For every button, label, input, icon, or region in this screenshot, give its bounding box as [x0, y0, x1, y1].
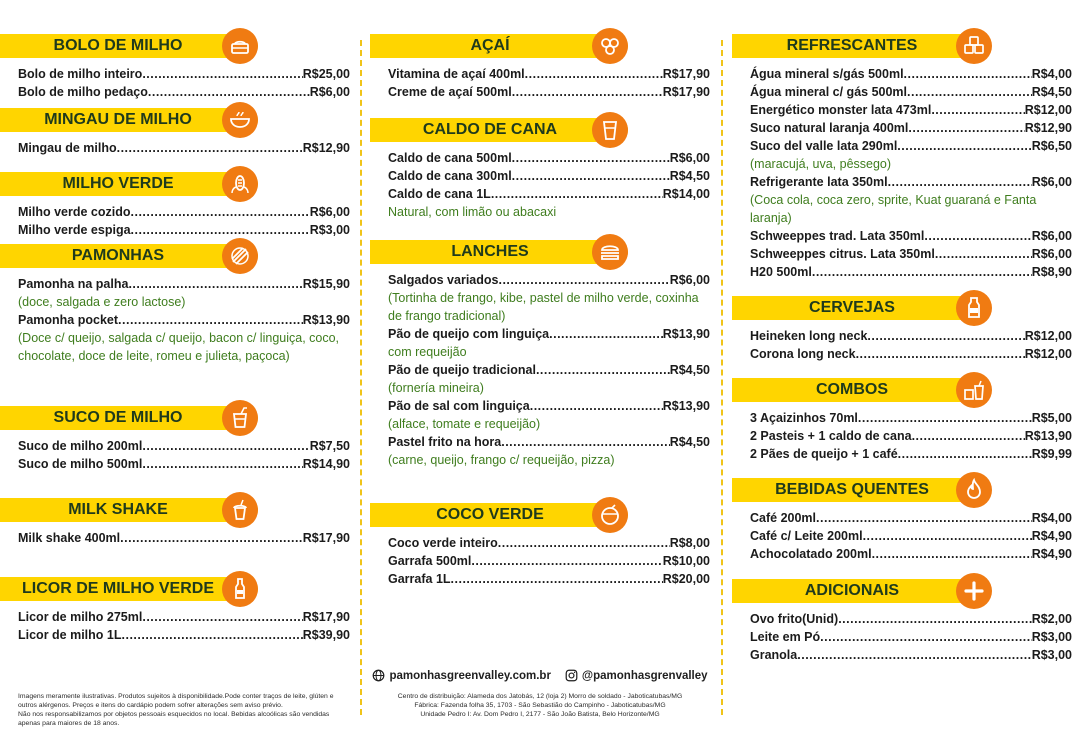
menu-section-combos — [732, 378, 1072, 463]
item-price: R$4,50 — [669, 169, 710, 183]
plus-icon — [956, 573, 992, 609]
menu-section-milk-shake — [0, 498, 350, 547]
item-name: Milho verde espiga — [18, 223, 131, 237]
item-name: Bolo de milho pedaço — [18, 85, 148, 99]
item-name: Granola — [750, 648, 798, 662]
acai-icon — [592, 28, 628, 64]
item-description: (carne, queijo, frango c/ requeijão, pizza) — [388, 453, 615, 467]
menu-item — [18, 626, 350, 644]
item-price: R$20,00 — [662, 572, 710, 586]
dot-leader — [122, 626, 303, 644]
dot-leader — [872, 545, 1032, 563]
dot-leader — [118, 311, 303, 329]
item-price: R$4,00 — [1031, 511, 1072, 525]
dot-leader — [525, 65, 663, 83]
item-name: Pamonha na palha — [18, 277, 129, 291]
item-name: Coco verde inteiro — [388, 536, 498, 550]
address-line: Fábrica: Fazenda folha 35, 1703 - São Sebastião do Campinho - Jaboticatubas/MG — [414, 702, 666, 709]
instagram-icon — [565, 669, 578, 682]
section-items — [0, 65, 350, 101]
menu-section-caldo-de-cana — [370, 118, 710, 221]
dot-leader — [549, 325, 663, 343]
item-name: Água mineral c/ gás 500ml — [750, 85, 908, 99]
item-price: R$4,90 — [1031, 529, 1072, 543]
item-price: R$3,00 — [1031, 648, 1072, 662]
item-price: R$3,00 — [309, 223, 350, 237]
item-price: R$12,90 — [1024, 121, 1072, 135]
section-items — [0, 275, 350, 365]
menu-item — [750, 646, 1072, 664]
website-link[interactable] — [372, 669, 550, 682]
menu-section-lanches — [370, 240, 710, 469]
section-items — [0, 203, 350, 239]
item-description: (maracujá, uva, pêssego) — [750, 157, 892, 171]
item-name: Creme de açaí 500ml — [388, 85, 512, 99]
corn-icon — [222, 166, 258, 202]
item-name: Milho verde cozido — [18, 205, 131, 219]
section-title: PAMONHAS — [71, 247, 165, 264]
item-description: com requeijão — [388, 345, 467, 359]
dot-leader — [142, 455, 302, 473]
dot-leader — [858, 409, 1032, 427]
section-title: AÇAÍ — [470, 37, 510, 54]
item-name: Corona long neck — [750, 347, 856, 361]
item-name: Suco de milho 500ml — [18, 457, 143, 471]
item-price: R$4,90 — [1031, 547, 1072, 561]
section-banner — [370, 503, 628, 527]
dot-leader — [142, 608, 302, 626]
menu-item — [388, 185, 710, 203]
item-name: Bolo de milho inteiro — [18, 67, 143, 81]
dot-leader — [904, 65, 1032, 83]
menu-section-bebidas-quentes — [732, 478, 1072, 563]
section-banner — [0, 34, 258, 58]
menu-item — [18, 437, 350, 455]
item-description: (doce, salgada e zero lactose) — [18, 295, 186, 309]
section-title: BOLO DE MILHO — [53, 37, 183, 54]
item-name: 2 Pães de queijo + 1 café — [750, 447, 898, 461]
dot-leader — [530, 397, 663, 415]
item-name: Mingau de milho — [18, 141, 117, 155]
item-name: Pão de queijo com linguiça — [388, 327, 550, 341]
dot-leader — [142, 437, 309, 455]
item-name: Milk shake 400ml — [18, 531, 121, 545]
item-price: R$6,00 — [1031, 247, 1072, 261]
milkshake-icon — [222, 492, 258, 528]
section-items — [0, 529, 350, 547]
cup-straw-icon — [222, 400, 258, 436]
item-name: Pastel frito na hora — [388, 435, 502, 449]
dot-leader — [498, 271, 669, 289]
item-price: R$12,00 — [1024, 329, 1072, 343]
menu-section-milho-verde — [0, 172, 350, 239]
dot-leader — [820, 628, 1032, 646]
burger-icon — [592, 234, 628, 270]
item-name: Caldo de cana 500ml — [388, 151, 512, 165]
item-name: Caldo de cana 1L — [388, 187, 491, 201]
item-price: R$4,00 — [1031, 67, 1072, 81]
dot-leader — [912, 427, 1025, 445]
menu-item — [388, 83, 710, 101]
menu-item — [750, 628, 1072, 646]
item-price: R$4,50 — [1031, 85, 1072, 99]
section-title: MINGAU DE MILHO — [44, 111, 192, 128]
social-links — [370, 669, 710, 682]
menu-item — [388, 534, 710, 552]
cake-icon — [222, 28, 258, 64]
dot-leader — [924, 227, 1031, 245]
item-price: R$13,90 — [302, 313, 350, 327]
menu-item — [388, 271, 710, 289]
dot-leader — [816, 509, 1032, 527]
section-banner — [732, 378, 990, 402]
section-items — [732, 65, 1072, 281]
section-banner — [370, 34, 628, 58]
item-price: R$17,90 — [302, 531, 350, 545]
menu-item — [750, 509, 1072, 527]
menu-item — [18, 311, 350, 329]
item-name: Achocolatado 200ml — [750, 547, 872, 561]
section-title: CALDO DE CANA — [422, 121, 558, 138]
dot-leader — [131, 203, 310, 221]
instagram-text: @pamonhasgrenvalley — [581, 669, 708, 682]
menu-item — [388, 361, 710, 379]
section-banner — [0, 577, 258, 601]
item-price: R$7,50 — [309, 439, 350, 453]
menu-item — [750, 119, 1072, 137]
menu-item — [750, 83, 1072, 101]
dot-leader — [128, 275, 302, 293]
menu-item — [750, 173, 1072, 191]
menu-item — [388, 433, 710, 451]
combo-icon — [956, 372, 992, 408]
section-title: SUCO DE MILHO — [53, 409, 183, 426]
section-banner — [0, 244, 258, 268]
item-name: Refrigerante lata 350ml — [750, 175, 888, 189]
bottle-icon — [222, 571, 258, 607]
ice-cubes-icon — [956, 28, 992, 64]
dot-leader — [838, 610, 1032, 628]
item-name: Suco natural laranja 400ml — [750, 121, 909, 135]
item-price: R$13,90 — [662, 399, 710, 413]
item-price: R$5,00 — [1031, 411, 1072, 425]
item-name: Ovo frito(Unid) — [750, 612, 839, 626]
item-price: R$17,90 — [302, 610, 350, 624]
item-price: R$39,90 — [302, 628, 350, 642]
item-price: R$6,00 — [669, 273, 710, 287]
dot-leader — [451, 570, 663, 588]
addresses — [370, 692, 710, 719]
disclaimer — [18, 692, 348, 728]
menu-section-suco-de-milho — [0, 406, 350, 473]
section-items — [0, 437, 350, 473]
dot-leader — [512, 167, 670, 185]
menu-section-pamonhas — [0, 244, 350, 365]
item-name: Suco de milho 200ml — [18, 439, 143, 453]
item-name: Caldo de cana 300ml — [388, 169, 512, 183]
website-text: pamonhasgreenvalley.com.br — [389, 669, 551, 682]
dot-leader — [908, 119, 1024, 137]
disclaimer-text: Imagens meramente ilustrativas. Produtos sujeitos à disponibilidade.Pode conter traços de leite, glúten e outros alérgenos. Preços e itens do cardápio podem sofrer alterações sem aviso prévio. — [18, 693, 334, 709]
dot-leader — [812, 263, 1032, 281]
menu-item — [750, 345, 1072, 363]
menu-item — [388, 325, 710, 343]
item-name: Água mineral s/gás 500ml — [750, 67, 904, 81]
dot-leader — [512, 149, 670, 167]
item-name: Licor de milho 1L — [18, 628, 122, 642]
dot-leader — [471, 552, 662, 570]
address-line: Unidade Pedro I: Av. Dom Pedro I, 2177 - São João Batista, Belo Horizonte/MG — [420, 711, 660, 718]
section-items — [370, 271, 710, 469]
item-price: R$17,90 — [662, 85, 710, 99]
dot-leader — [888, 173, 1032, 191]
section-items — [370, 534, 710, 588]
item-price: R$14,00 — [662, 187, 710, 201]
menu-item — [18, 221, 350, 239]
bowl-icon — [222, 102, 258, 138]
section-banner — [732, 478, 990, 502]
item-price: R$6,00 — [1031, 175, 1072, 189]
item-price: R$15,90 — [302, 277, 350, 291]
menu-item — [750, 545, 1072, 563]
section-banner — [732, 34, 990, 58]
dot-leader — [131, 221, 310, 239]
item-price: R$10,00 — [662, 554, 710, 568]
menu-item — [18, 203, 350, 221]
dot-leader — [897, 137, 1031, 155]
item-price: R$4,50 — [669, 435, 710, 449]
item-price: R$6,00 — [1031, 229, 1072, 243]
item-name: Licor de milho 275ml — [18, 610, 143, 624]
section-banner — [370, 240, 628, 264]
item-name: H20 500ml — [750, 265, 812, 279]
item-name: Vitamina de açaí 400ml — [388, 67, 525, 81]
item-name: Heineken long neck — [750, 329, 868, 343]
menu-item — [750, 65, 1072, 83]
menu-item — [388, 552, 710, 570]
section-title: CERVEJAS — [809, 299, 895, 316]
dot-leader — [935, 245, 1032, 263]
item-name: Pão de queijo tradicional — [388, 363, 536, 377]
globe-icon — [372, 669, 385, 682]
section-items — [370, 149, 710, 221]
dot-leader — [117, 139, 303, 157]
item-price: R$2,00 — [1031, 612, 1072, 626]
menu-item — [18, 275, 350, 293]
item-price: R$3,00 — [1031, 630, 1072, 644]
section-title: LANCHES — [451, 243, 529, 260]
item-price: R$8,00 — [669, 536, 710, 550]
section-items — [732, 509, 1072, 563]
item-name: Café c/ Leite 200ml — [750, 529, 863, 543]
menu-item — [18, 455, 350, 473]
item-name: Leite em Pó — [750, 630, 821, 644]
menu-item — [388, 397, 710, 415]
item-price: R$13,90 — [1024, 429, 1072, 443]
menu-item — [750, 427, 1072, 445]
section-banner — [0, 498, 258, 522]
item-name: Energético monster lata 473ml — [750, 103, 932, 117]
section-title: COCO VERDE — [436, 506, 544, 523]
dot-leader — [498, 534, 670, 552]
item-name: Salgados variados — [388, 273, 499, 287]
section-title: BEBIDAS QUENTES — [775, 481, 929, 498]
item-price: R$12,00 — [1024, 103, 1072, 117]
dot-leader — [797, 646, 1031, 664]
menu-item — [750, 245, 1072, 263]
item-name: Café 200ml — [750, 511, 817, 525]
section-title: ADICIONAIS — [804, 582, 900, 599]
beer-icon — [956, 290, 992, 326]
item-price: R$12,00 — [1024, 347, 1072, 361]
item-description: (alface, tomate e requeijão) — [388, 417, 541, 431]
address-line: Centro de distribuição: Alameda dos Jatobás, 12 (loja 2) Morro de soldado - Jaboticatubas/MG — [397, 693, 683, 700]
section-title: COMBOS — [816, 381, 888, 398]
menu-section-coco-verde — [370, 503, 710, 588]
dot-leader — [863, 527, 1032, 545]
item-name: Garrafa 500ml — [388, 554, 472, 568]
section-title: MILK SHAKE — [68, 501, 168, 518]
section-items — [732, 327, 1072, 363]
item-price: R$4,50 — [669, 363, 710, 377]
menu-section-acai — [370, 34, 710, 101]
section-title: MILHO VERDE — [62, 175, 174, 192]
section-items — [732, 610, 1072, 664]
item-price: R$17,90 — [662, 67, 710, 81]
dot-leader — [491, 185, 663, 203]
flame-icon — [956, 472, 992, 508]
section-items — [0, 139, 350, 157]
dot-leader — [536, 361, 670, 379]
menu-section-refrescantes — [732, 34, 1072, 281]
section-items — [0, 608, 350, 644]
section-banner — [732, 579, 990, 603]
dot-leader — [867, 327, 1024, 345]
menu-item — [388, 167, 710, 185]
menu-item — [388, 149, 710, 167]
menu-item — [750, 527, 1072, 545]
dot-leader — [120, 529, 303, 547]
section-items — [370, 65, 710, 101]
dot-leader — [856, 345, 1025, 363]
menu-item — [18, 65, 350, 83]
menu-item — [750, 263, 1072, 281]
item-price: R$13,90 — [662, 327, 710, 341]
menu-item — [750, 327, 1072, 345]
item-price: R$8,90 — [1031, 265, 1072, 279]
item-name: Schweeppes citrus. Lata 350ml — [750, 247, 935, 261]
menu-item — [750, 227, 1072, 245]
dot-leader — [931, 101, 1024, 119]
menu-section-licor-de-milho-verde — [0, 577, 350, 644]
column-divider — [721, 40, 723, 715]
item-price: R$9,99 — [1031, 447, 1072, 461]
item-name: 3 Açaizinhos 70ml — [750, 411, 858, 425]
dot-leader — [142, 65, 302, 83]
item-name: Suco del valle lata 290ml — [750, 139, 898, 153]
item-price: R$6,00 — [309, 85, 350, 99]
section-banner — [0, 172, 258, 196]
section-items — [732, 409, 1072, 463]
menu-item — [388, 570, 710, 588]
menu-item — [750, 409, 1072, 427]
menu-item — [18, 529, 350, 547]
dot-leader — [501, 433, 669, 451]
instagram-link[interactable] — [565, 669, 708, 682]
dot-leader — [898, 445, 1032, 463]
coconut-icon — [592, 497, 628, 533]
item-name: 2 Pasteis + 1 caldo de cana — [750, 429, 912, 443]
section-banner — [370, 118, 628, 142]
section-banner — [0, 108, 258, 132]
section-banner — [0, 406, 258, 430]
menu-item — [18, 139, 350, 157]
dot-leader — [512, 83, 663, 101]
item-price: R$14,90 — [302, 457, 350, 471]
item-name: Schweeppes trad. Lata 350ml — [750, 229, 925, 243]
item-description: (Coca cola, coca zero, sprite, Kuat guaraná e Fanta laranja) — [750, 193, 1037, 225]
menu-item — [750, 610, 1072, 628]
section-banner — [732, 296, 990, 320]
menu-item — [18, 83, 350, 101]
item-price: R$6,50 — [1031, 139, 1072, 153]
disclaimer-text: Não nos responsabilizamos por objetos pessoais esquecidos no local. Bebidas alcoólicas são vendidas apenas para maiores de 18 anos. — [18, 711, 330, 727]
menu-item — [18, 608, 350, 626]
item-description: Natural, com limão ou abacaxi — [388, 205, 557, 219]
item-description: (fornería mineira) — [388, 381, 484, 395]
menu-section-adicionais — [732, 579, 1072, 664]
item-name: Pão de sal com linguiça — [388, 399, 530, 413]
dot-leader — [907, 83, 1032, 101]
item-price: R$6,00 — [669, 151, 710, 165]
menu-item — [750, 137, 1072, 155]
glass-icon — [592, 112, 628, 148]
item-price: R$12,90 — [302, 141, 350, 155]
item-name: Pamonha pocket — [18, 313, 119, 327]
menu-item — [750, 101, 1072, 119]
section-title: REFRESCANTES — [786, 37, 918, 54]
item-price: R$6,00 — [309, 205, 350, 219]
item-price: R$25,00 — [302, 67, 350, 81]
pamonha-icon — [222, 238, 258, 274]
menu-section-mingau-de-milho — [0, 108, 350, 157]
menu-section-cervejas — [732, 296, 1072, 363]
item-description: (Doce c/ queijo, salgada c/ queijo, bacon c/ linguiça, coco, chocolate, doce de leite, romeu e julieta, paçoca) — [18, 331, 340, 363]
section-title: LICOR DE MILHO VERDE — [21, 580, 214, 597]
item-description: (Tortinha de frango, kibe, pastel de milho verde, coxinha de frango tradicional) — [388, 291, 699, 323]
column-divider — [360, 40, 362, 715]
menu-item — [750, 445, 1072, 463]
menu-item — [388, 65, 710, 83]
dot-leader — [148, 83, 310, 101]
menu-section-bolo-de-milho — [0, 34, 350, 101]
item-name: Garrafa 1L — [388, 572, 451, 586]
